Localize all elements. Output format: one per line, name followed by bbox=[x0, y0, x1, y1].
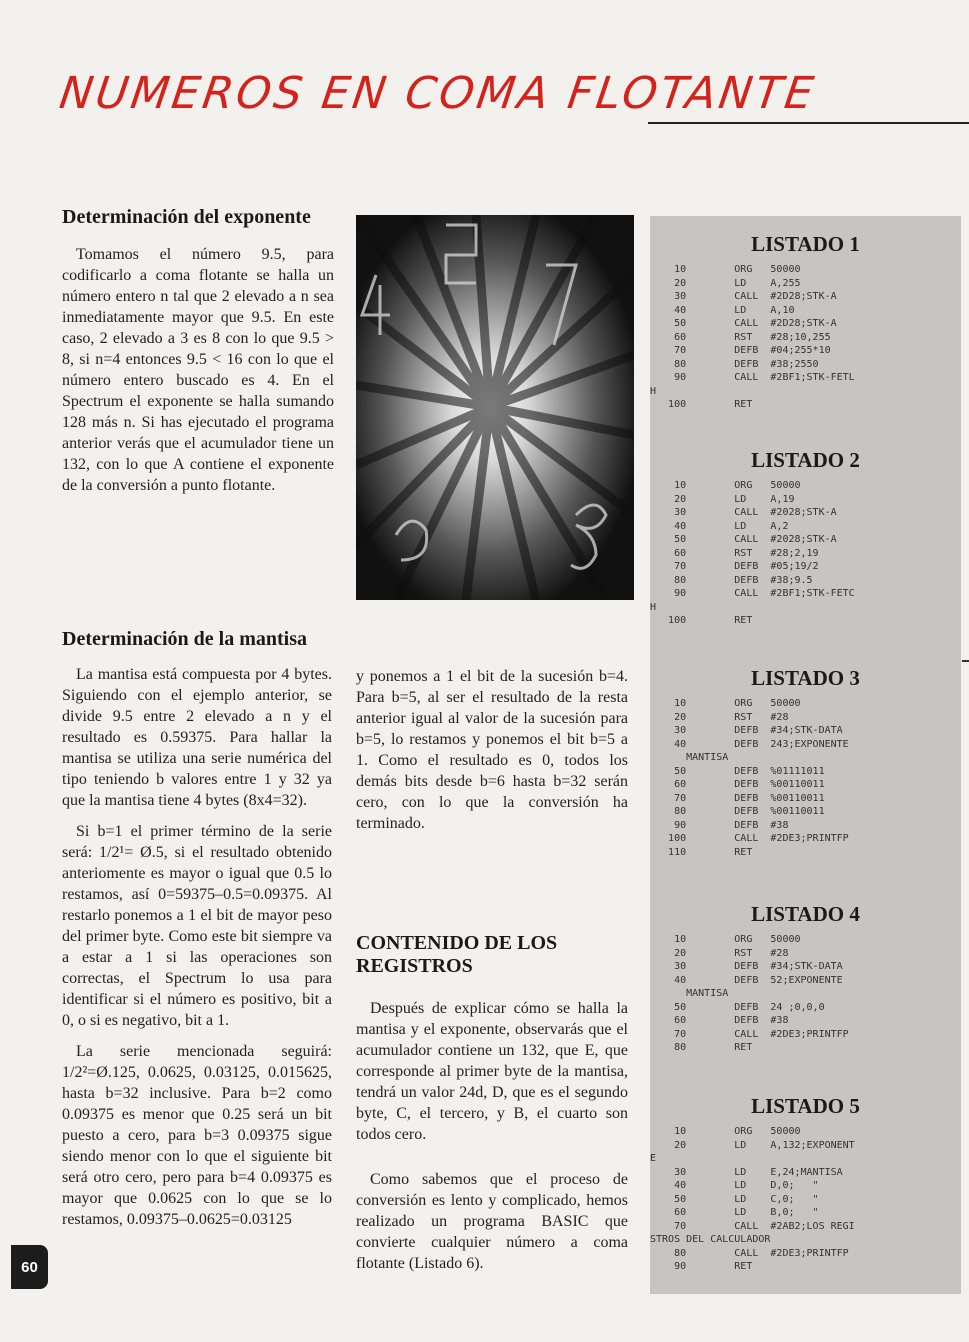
listing-3 bbox=[650, 666, 961, 859]
listing-2 bbox=[650, 448, 961, 628]
paragraph: Si b=1 el primer término de la serie será: 1/2¹= Ø.5, si el resultado obtenido anteriomente es mayor o igual que 0.5 lo restamos, así 0=59375–0.5=0.09375. Al restarlo ponemos a 1 el bit de mayor peso del primer byte. Como este bit siempre va a estar a 1 si las operaciones son correctas, el Spectrum lo usa para identificar si el número es positivo, bit a 0, o si es negativo, bit a 1. bbox=[62, 823, 332, 1029]
paragraph: Tomamos el número 9.5, para codificarlo a coma flotante se halla un número entero n tal que 2 elevado a n sea inmediatamente mayor que 9.5. En este caso, 2 elevado a 3 es 8 con lo que 9.5 > 8, si n=4 entonces 9.5 < 16 con lo que el número entero buscado es 4. En el Spectrum el exponente se halla sumando 128 más n. Si has ejecutado el programa anterior verás que el acumulador tiene un 132, con lo que A contiene el exponente de la conversión a punto flotante. bbox=[62, 246, 334, 494]
listing-4 bbox=[650, 902, 961, 1055]
paragraph: Después de explicar cómo se halla la mantisa y el exponente, observarás que el acumulador contiene un 132, que E, que corresponde al primer byte de la mantisa, tendrá un valor 24d, D, que es el segundo byte, C, el tercero, y B, el cuarto son todos cero. bbox=[356, 1000, 628, 1143]
listing-title: LISTADO 4 bbox=[751, 902, 860, 926]
paragraph: La mantisa está compuesta por 4 bytes. Siguiendo con el ejemplo anterior, se divide 9.5 entre 2 elevado a n y el resultado es 0.59375. Para hallar la mantisa se utiliza una serie numérica del tipo teniendo b valores entre 1 y 32 ya que la mantisa tiene 4 bytes (8x4=32). bbox=[62, 666, 332, 809]
mid-column-text bbox=[356, 666, 628, 844]
listing-1 bbox=[650, 232, 961, 412]
listing-title: LISTADO 3 bbox=[751, 666, 860, 690]
paragraph: Como sabemos que el proceso de conversión es lento y complicado, hemos realizado un programa BASIC que convierte cualquier número a coma flotante (Listado 6). bbox=[356, 1171, 628, 1272]
listing-title: LISTADO 1 bbox=[751, 232, 860, 256]
listing-code: 10 ORG 50000 20 RST #28 30 DEFB #34;STK-DATA 40 DEFB 52;EXPONENTE MANTISA 50 DEFB 24 ;0,0,0 60 DEFB #38 70 CALL #2DE3;PRINTFP 80 RET bbox=[674, 934, 849, 1053]
listing-title: LISTADO 5 bbox=[751, 1094, 860, 1118]
page-number: 60 bbox=[11, 1245, 48, 1289]
mantisa-text bbox=[62, 664, 332, 1240]
heading-exponente: Determinación del exponente bbox=[62, 206, 311, 228]
listing-5 bbox=[650, 1094, 961, 1274]
page-title: NUMEROS EN COMA FLOTANTE bbox=[56, 68, 820, 119]
listing-code: 10 ORG 50000 20 RST #28 30 DEFB #34;STK-DATA 40 DEFB 243;EXPONENTE MANTISA 50 DEFB %01111011 60 DEFB %00110011 70 DEFB %00110011 80 DEFB %00110011 90 DEFB #38 100 CALL #2DE3;PRINTFP 110 RET bbox=[668, 698, 849, 858]
exponente-text bbox=[62, 244, 334, 506]
registros-text bbox=[356, 998, 628, 1284]
listings-panel bbox=[650, 216, 961, 1294]
light-tunnel-image bbox=[356, 215, 634, 600]
paragraph: y ponemos a 1 el bit de la sucesión b=4. Para b=5, al ser el resultado de la resta anterior igual al valor de la sucesión para b=5, lo restamos y ponemos el bit b=5 a 1. Como el resultado es 0, todos los demás bits desde b=6 hasta b=32 serán cero, con lo que la conversión ha terminado. bbox=[356, 668, 628, 832]
paragraph: La serie mencionada seguirá: 1/2²=Ø.125, 0.0625, 0.03125, 0.015625, hasta b=32 inclusive. Para b=2 como 0.09375 es menor que 0.25 será un bit puesto a cero, para b=3 0.09375 sigue siendo menor con lo que el siguiente bit será otro cero, pero para b=4 0.09375 es mayor que 0.0625 con lo que se lo restamos, 0.09375–0.0625=0.03125 bbox=[62, 1043, 332, 1228]
title-rule bbox=[648, 122, 969, 124]
heading-registros: CONTENIDO DE LOS REGISTROS bbox=[356, 932, 558, 977]
heading-mantisa: Determinación de la mantisa bbox=[62, 628, 307, 650]
listing-code: 10 ORG 50000 20 LD A,255 30 CALL #2D28;STK-A 40 LD A,10 50 CALL #2D28;STK-A 60 RST #28;10,255 70 DEFB #04;255*10 80 DEFB #38;2550 90 CALL #2BF1;STK-FETL H 100 RET bbox=[650, 264, 855, 410]
figure-photo bbox=[356, 215, 634, 600]
listing-code: 10 ORG 50000 20 LD A,19 30 CALL #2028;STK-A 40 LD A,2 50 CALL #2028;STK-A 60 RST #28;2,19 70 DEFB #05;19/2 80 DEFB #38;9.5 90 CALL #2BF1;STK-FETC H 100 RET bbox=[650, 480, 855, 626]
margin-mark bbox=[962, 660, 969, 662]
listing-title: LISTADO 2 bbox=[751, 448, 860, 472]
listing-code: 10 ORG 50000 20 LD A,132;EXPONENT E 30 LD E,24;MANTISA 40 LD D,0; " 50 LD C,0; " 60 LD B,0; " 70 CALL #2AB2;LOS REGI STROS DEL CALCULADOR 80 CALL #2DE3;PRINTFP 90 RET bbox=[650, 1126, 855, 1272]
